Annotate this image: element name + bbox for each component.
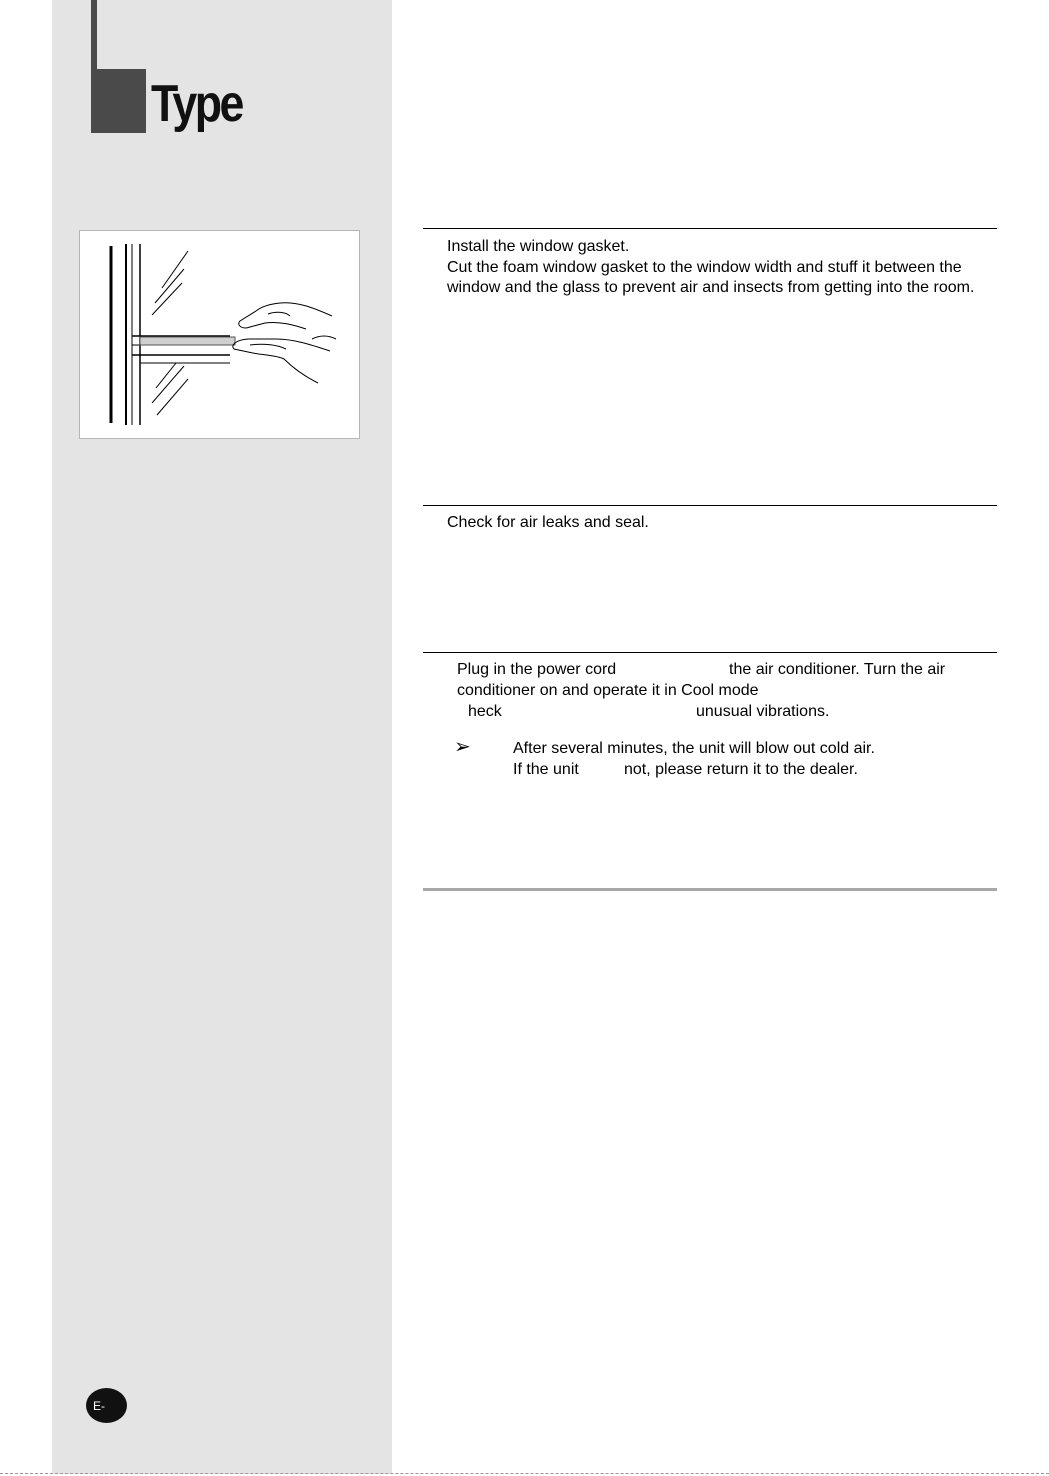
- title-bar-accent: [91, 0, 97, 72]
- window-gasket-drawing: [80, 231, 361, 440]
- step3-line3-end: unusual vibrations.: [696, 703, 830, 720]
- step2-title: Check for air leaks and seal.: [447, 514, 649, 531]
- step1-description-line1: Cut the foam window gasket to the window width and stuff it between the: [447, 259, 962, 276]
- note-arrow-icon: ➢: [454, 736, 471, 758]
- page-bottom-edge: [0, 1473, 1049, 1474]
- step3-line1-end: the air conditioner. Turn the air: [729, 661, 946, 678]
- step3-line3-start: heck: [468, 703, 502, 720]
- note-line2-start: If the unit: [513, 761, 579, 778]
- step1-title: Install the window gasket.: [447, 238, 630, 255]
- sidebar-panel: [52, 0, 392, 1474]
- note-line2-end: not, please return it to the dealer.: [624, 761, 858, 778]
- step1-description-line2: window and the glass to prevent air and insects from getting into the room.: [447, 279, 975, 296]
- window-gasket-illustration: [79, 230, 360, 439]
- section-end-divider: [423, 888, 997, 891]
- page-title: Type: [151, 75, 242, 133]
- section-divider-2: [423, 505, 997, 506]
- section-divider-3: [423, 652, 997, 653]
- section-divider-1: [423, 228, 997, 229]
- step3-line2: conditioner on and operate it in Cool mode: [457, 682, 759, 699]
- note-line1: After several minutes, the unit will blow out cold air.: [513, 740, 875, 757]
- page-number-badge: [86, 1388, 127, 1423]
- step3-line1-start: Plug in the power cord: [457, 661, 617, 678]
- title-block-accent: [91, 69, 146, 133]
- page-number: E-: [93, 1399, 105, 1413]
